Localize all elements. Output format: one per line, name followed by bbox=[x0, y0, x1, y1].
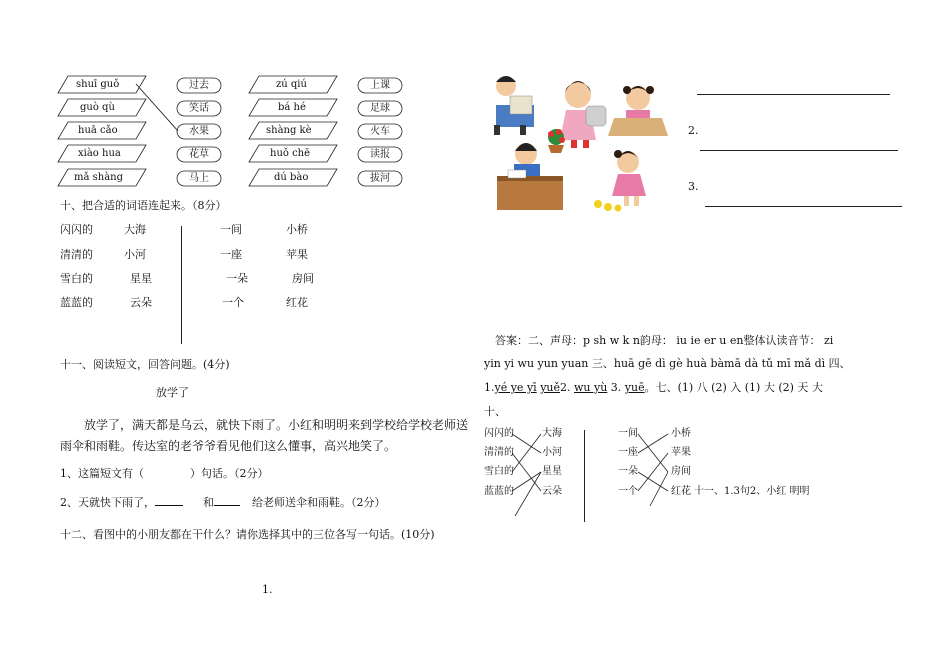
q11-q2-prefix: 2、天就快下雨了， bbox=[60, 496, 155, 509]
q10-right-col2-1: 小桥 bbox=[286, 223, 308, 236]
ans-match-right1-4: 一个 bbox=[618, 486, 638, 497]
right-word-3: 火车 bbox=[370, 126, 390, 137]
q10-title: 十、把合适的词语连起来。（8分） bbox=[60, 199, 227, 212]
ans-match-left1-1: 闪闪的 bbox=[484, 428, 514, 439]
ans-2: yuě bbox=[540, 381, 560, 394]
left-pinyin-3: huā cǎo bbox=[78, 125, 118, 136]
q12-line-2-number: 2. bbox=[688, 124, 699, 137]
answers-line-4: 十、 bbox=[484, 405, 506, 418]
left-pinyin-4: xiào hua bbox=[78, 148, 121, 159]
q10-right-col1-2: 一座 bbox=[220, 248, 242, 261]
ans-1: yé ye yī bbox=[494, 381, 537, 394]
ans-match-right2-1: 小桥 bbox=[671, 428, 691, 439]
q10-left-col2-3: 星星 bbox=[130, 272, 152, 285]
ans-4: yuē bbox=[624, 381, 645, 394]
q10-right-col1-1: 一间 bbox=[220, 223, 242, 236]
right-pinyin-4: huǒ chē bbox=[270, 148, 311, 159]
q11-q2-mid: 和 bbox=[203, 496, 214, 509]
ans-match-right1-1: 一间 bbox=[618, 428, 638, 439]
q11-q1-suffix: ）句话。（2分） bbox=[190, 467, 269, 480]
right-word-2: 足球 bbox=[370, 103, 390, 114]
q10-left-col2-1: 大海 bbox=[124, 223, 146, 236]
ans-match-left1-3: 雪白的 bbox=[484, 466, 514, 477]
left-pinyin-5: mǎ shàng bbox=[74, 172, 123, 183]
q10-left-col1-3: 雪白的 bbox=[60, 272, 93, 285]
q10-right-col1-4: 一个 bbox=[222, 296, 244, 309]
right-pinyin-2: bá hé bbox=[278, 102, 306, 113]
left-pinyin-1: shuī guǒ bbox=[76, 79, 120, 90]
ans-match-left2-2: 小河 bbox=[542, 447, 562, 458]
ans-match-left2-4: 云朵 bbox=[542, 486, 562, 497]
right-word-5: 拔河 bbox=[370, 173, 390, 184]
answers-line-1: 答案：二、声母：p sh w k n韵母： iu ie er u en整体认读音节： zi bbox=[495, 334, 834, 347]
q11-q1-prefix: 1、这篇短文有（ bbox=[60, 467, 144, 480]
q12-line-1-number: 1. bbox=[262, 583, 273, 596]
ans-match-right2-3: 房间 bbox=[671, 466, 691, 477]
ans-match-left1-4: 蓝蓝的 bbox=[484, 486, 514, 497]
q10-right-col1-3: 一朵 bbox=[226, 272, 248, 285]
right-pinyin-3: shàng kè bbox=[266, 125, 312, 136]
ans-match-right1-3: 一朵 bbox=[618, 466, 638, 477]
q10-left-col2-4: 云朵 bbox=[130, 296, 152, 309]
q10-left-col1-4: 蓝蓝的 bbox=[60, 296, 93, 309]
left-word-2: 笑话 bbox=[189, 103, 209, 114]
ans-match-right2-2: 苹果 bbox=[671, 447, 691, 458]
q10-left-col1-1: 闪闪的 bbox=[60, 223, 93, 236]
q10-right-col2-3: 房间 bbox=[292, 272, 314, 285]
ans-3-prefix: 2. bbox=[560, 381, 571, 394]
q12-line-3-number: 3. bbox=[688, 180, 699, 193]
left-word-3: 水果 bbox=[189, 126, 209, 137]
ans-trailing: 十一、1.3句2、小红 明明 bbox=[694, 486, 810, 497]
q10-right-col2-2: 苹果 bbox=[286, 248, 308, 261]
ans-line3-prefix: 1. bbox=[484, 381, 495, 394]
story-title: 放学了 bbox=[156, 386, 189, 399]
left-word-1: 过去 bbox=[189, 80, 209, 91]
answers-line-2: yin yi wu yun yuan 三、huā gē dì gè huà bàmā dà tǔ mī mǎ dì 四、 bbox=[484, 357, 851, 370]
ans-match-left1-2: 清清的 bbox=[484, 447, 514, 458]
ans-match-right1-2: 一座 bbox=[618, 447, 638, 458]
story-text: 放学了，满天都是乌云，就快下雨了。小红和明明来到学校给学校老师送雨伞和雨鞋。传达室的老爷爷看见他们这么懂事，高兴地笑了。 bbox=[60, 418, 469, 453]
q12-title: 十二、看图中的小朋友都在干什么？请你选择其中的三位各写一句话。(10分) bbox=[60, 528, 435, 541]
ans-4-prefix: 3. bbox=[610, 381, 622, 394]
right-pinyin-5: dú bào bbox=[274, 172, 309, 183]
left-word-5: 马上 bbox=[189, 173, 209, 184]
left-pinyin-2: guò qù bbox=[80, 102, 115, 113]
right-word-1: 上课 bbox=[370, 80, 390, 91]
q10-right-col2-4: 红花 bbox=[286, 296, 308, 309]
ans-match-left2-1: 大海 bbox=[542, 428, 562, 439]
ans-match-left2-3: 星星 bbox=[542, 466, 562, 477]
ans-match-right2-4: 红花 bbox=[671, 486, 691, 497]
q11-title: 十一、阅读短文，回答问题。(4分) bbox=[60, 358, 230, 371]
right-pinyin-1: zú qiú bbox=[276, 79, 307, 90]
q10-left-col1-2: 清清的 bbox=[60, 248, 93, 261]
q10-left-col2-2: 小河 bbox=[124, 248, 146, 261]
q11-q2-suffix: 给老师送伞和雨鞋。（2分） bbox=[252, 496, 386, 509]
ans-3: wu yù bbox=[574, 381, 608, 394]
ans-line3-suffix: 。七、(1) 八 (2) 入 (1) 大 (2) 天 大 bbox=[644, 381, 823, 394]
right-word-4: 读报 bbox=[370, 149, 390, 160]
left-word-4: 花草 bbox=[189, 149, 209, 160]
